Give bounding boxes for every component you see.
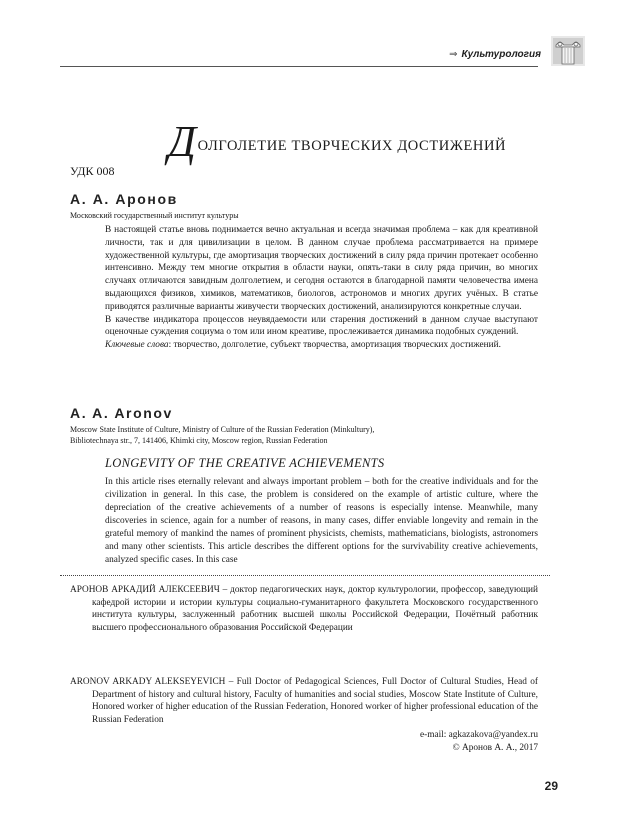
column-capital-icon — [551, 36, 585, 66]
header-rule — [60, 66, 538, 67]
author-organization-ru: Московский государственный институт культуры — [70, 211, 239, 220]
author-bio-ru — [70, 584, 538, 634]
abstract-en-paragraph: In this article rises eternally relevant and always important problem – both for the creative individuals and for the civilization in general. In this case, the problem is considered on the example of artistic culture, where the depreciation of the creative achievements of a number of reasons is especially intense. Meanwhile, many discoveries in science, again for a number of reasons, in many cases, differ enviable longevity and remain in the grateful memory of mankind the names of prominent physicists, chemists, mathematicians, biologists, astronomers and many other scientists. This article describes the different options for the survivability creative achievements, analyzed specific cases. In this case — [105, 477, 538, 565]
bio-en-text: ARONOV ARKADY ALEKSEYEVICH – Full Doctor of Pedagogical Sciences, Full Doctor of Cultural Studies, Head of Department of history and cultural history, Faculty of humanities and social studies, Moscow State Institute of Culture, Honored worker of higher education of the Russian Federation, Honored worker of higher professional education of the Russian Federation — [70, 677, 538, 725]
author-name-en: A. A. Aronov — [70, 405, 173, 421]
keywords-ru — [105, 339, 538, 352]
bio-ru-text: АРОНОВ АРКАДИЙ АЛЕКСЕЕВИЧ – доктор педагогических наук, доктор культурологии, профессор, заведующий кафедрой истории и истории культуры социально-гуманитарного факультета Московского государственного института культуры, заслуженный работник высшей школы Российской Федерации, Почётный работник высшего профессионального образования Российской Федерации — [70, 585, 538, 633]
author-name-ru: А. А. Аронов — [70, 191, 178, 207]
section-title: Культурология — [461, 49, 541, 60]
right-double-arrow-icon: ⇒ — [449, 49, 458, 60]
organization-line: Bibliotechnaya str., 7, 141406, Khimki city, Moscow region, Russian Federation — [70, 435, 328, 445]
article-title — [168, 116, 506, 167]
author-bio-en — [70, 676, 538, 726]
udk-code: УДК 008 — [70, 164, 115, 178]
author-organization-en — [70, 425, 510, 446]
keywords-label: Ключевые слова — [105, 340, 169, 351]
running-header — [449, 49, 541, 60]
title-initial: Д — [168, 117, 197, 166]
abstract-ru-paragraph: В настоящей статье вновь поднимается вечно актуальная и всегда значимая проблема – как для креативной личности, так и для цивилизации в целом. В данном случае проблема рассматривается на примере художественной культуры, где амортизация творческих достижений в силу ряда причин протекает особенно интенсивно. Между тем многие открытия в области науки, опять-таки в силу ряда причин, во многих случаях отличаются завидным долголетием, и сегодня остаются в благодарной памяти человечества имена выдающихся физиков, химиков, математиков, биологов, астрономов и многих других учёных. В статье приводятся различные варианты живучести творческих достижений, анализируются конкретные случаи. — [105, 225, 538, 312]
abstract-ru-paragraph: В качестве индикатора процессов неувядаемости или старения достижений в данном случае выступают оценочные суждения социума о том или ином креативе, прослеживается динамика подобных суждений. — [105, 314, 538, 338]
copyright: © Аронов А. А., 2017 — [452, 742, 538, 753]
title-text: ОЛГОЛЕТИЕ ТВОРЧЕСКИХ ДОСТИЖЕНИЙ — [197, 138, 507, 154]
abstract-ru — [105, 224, 538, 352]
article-title-en: LONGEVITY OF THE CREATIVE ACHIEVEMENTS — [105, 456, 385, 470]
page-number: 29 — [544, 779, 558, 793]
email: e-mail: agkazakova@yandex.ru — [419, 730, 538, 740]
contacts — [420, 729, 538, 754]
abstract-en — [105, 476, 538, 567]
keywords-text: : творчество, долголетие, субъект творчества, амортизация творческих достижений. — [168, 340, 501, 351]
dotted-divider — [60, 575, 550, 576]
organization-line: Moscow State Institute of Culture, Ministry of Culture of the Russian Federation (Minkultury), — [70, 425, 375, 434]
